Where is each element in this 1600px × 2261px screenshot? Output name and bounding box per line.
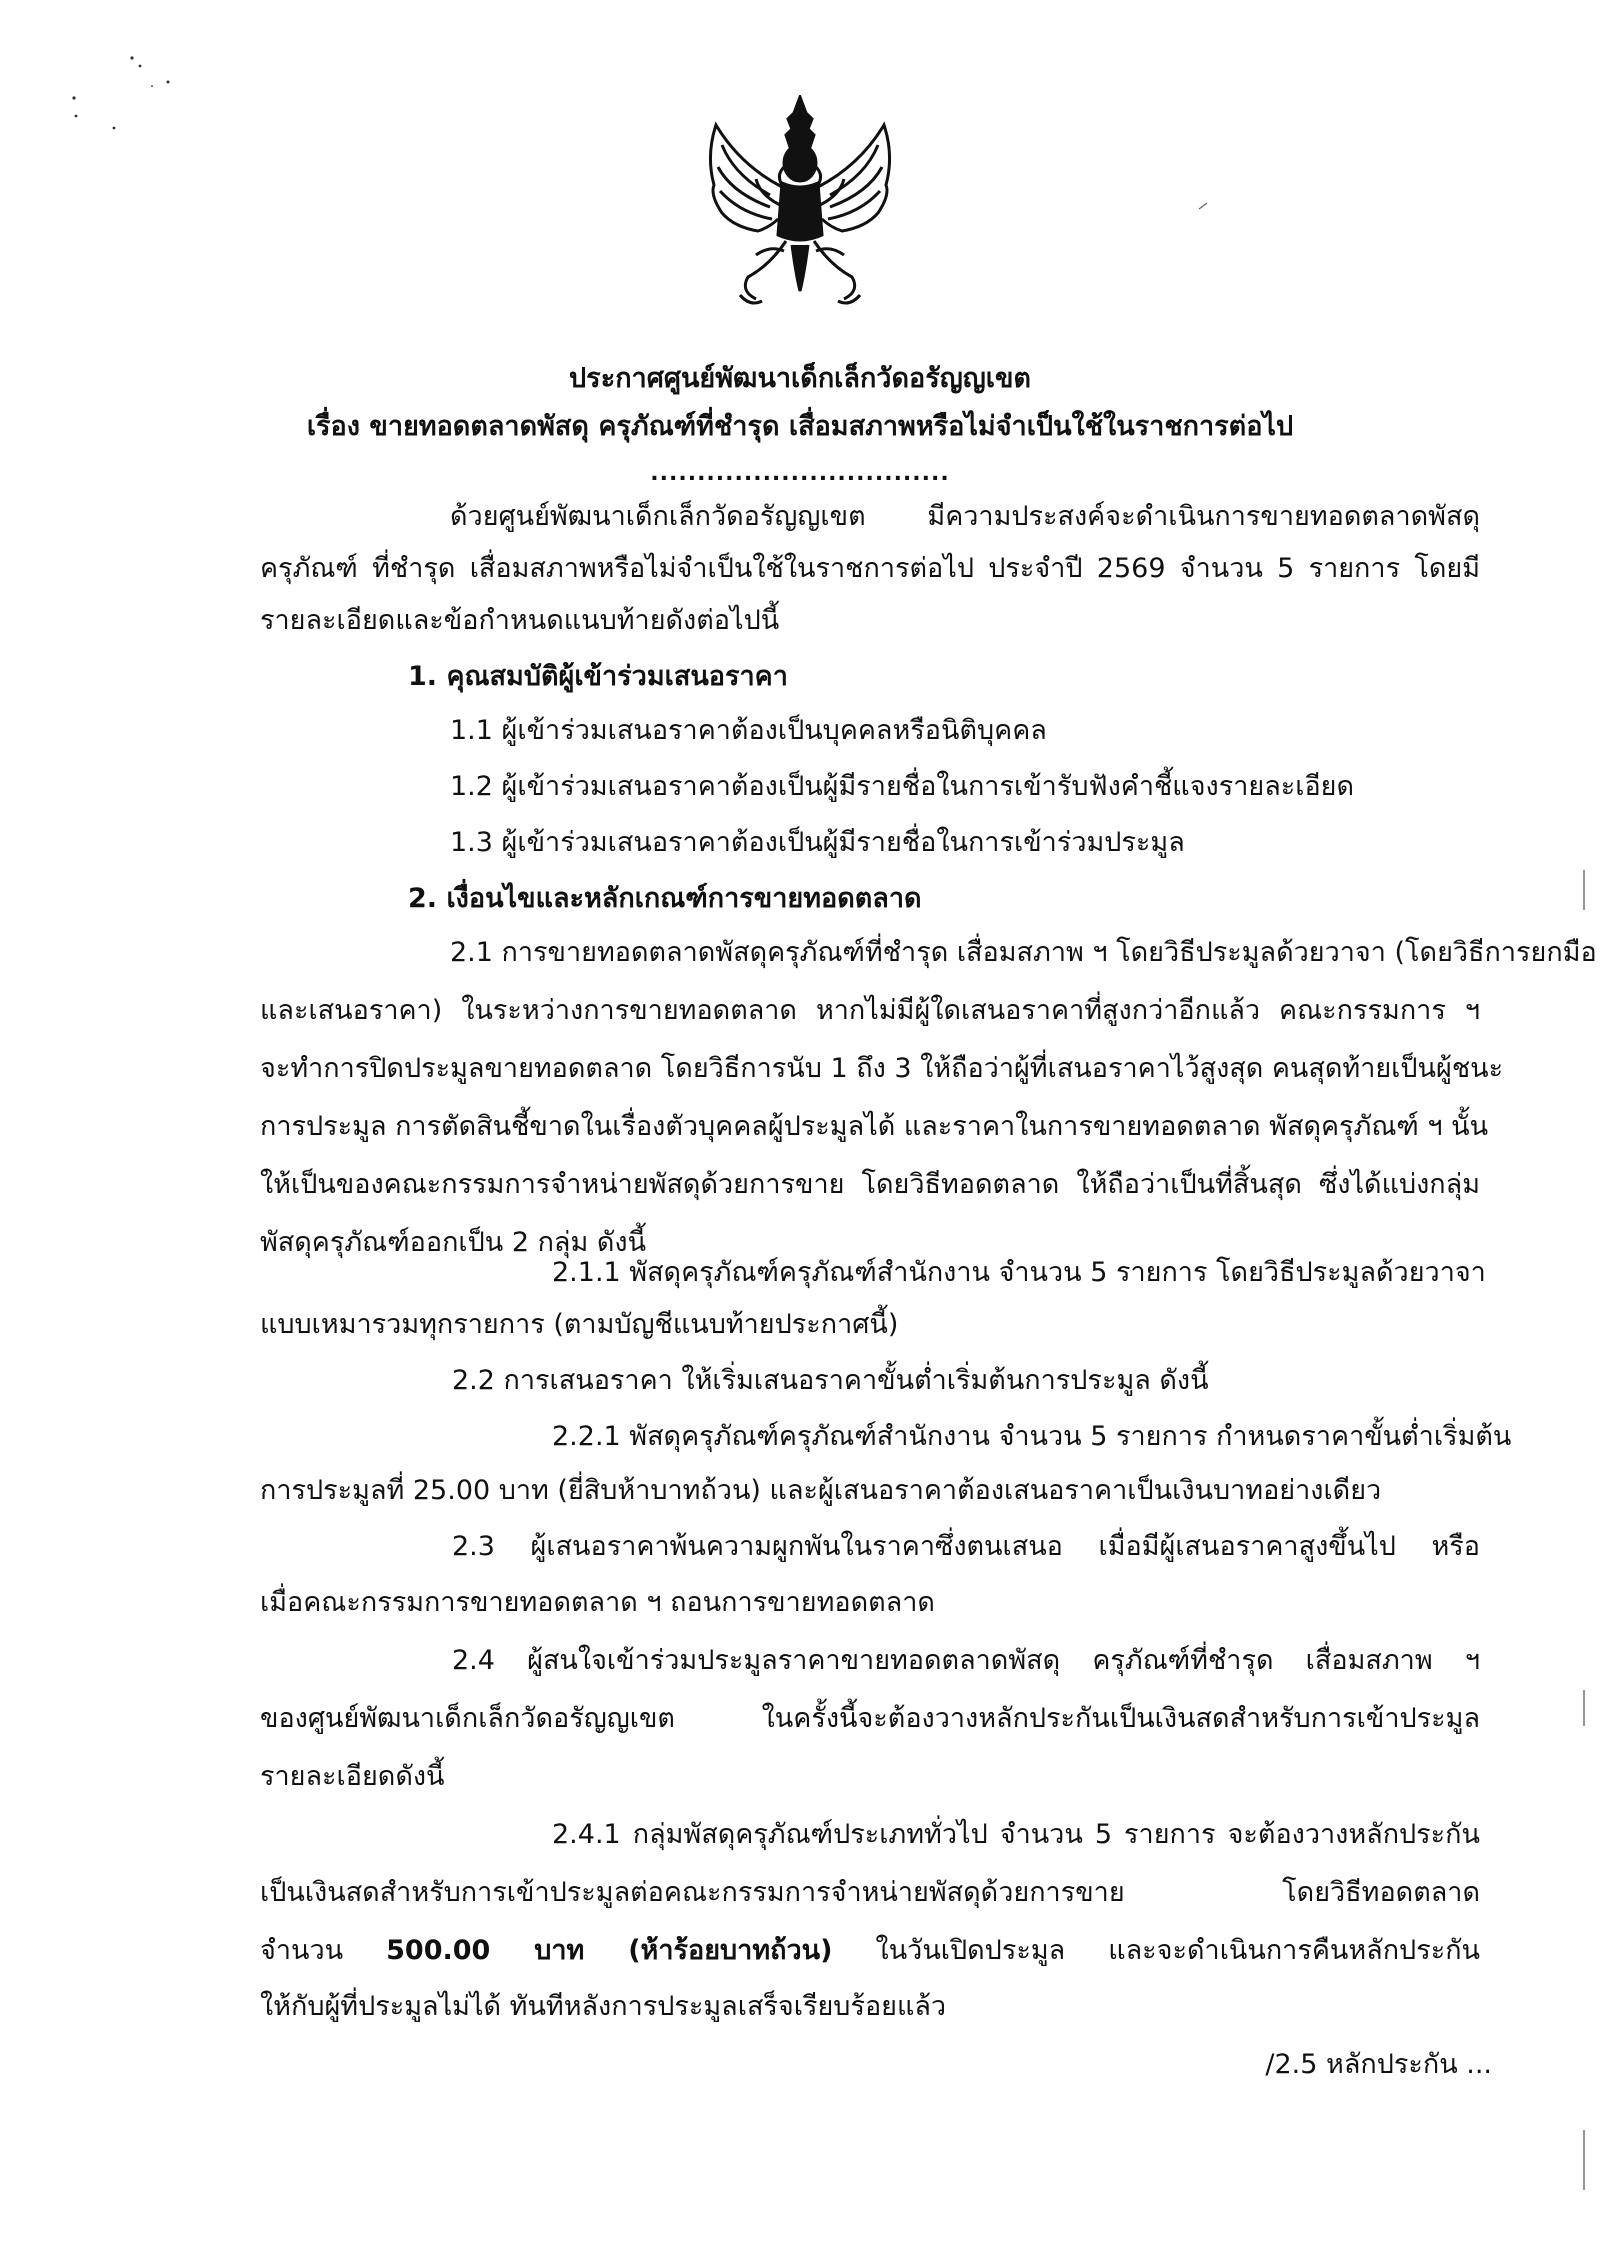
paragraph-line: 2.3 ผู้เสนอราคาพ้นความผูกพันในราคาซึ่งตนเสนอ เมื่อมีผู้เสนอราคาสูงขึ้นไป หรือ xyxy=(452,1531,1480,1562)
scan-speck xyxy=(1195,195,1215,215)
intro-line: ครุภัณฑ์ ที่ชำรุด เสื่อมสภาพหรือไม่จำเป็นใช้ในราชการต่อไป ประจำปี 2569 จำนวน 5 รายการ โดยมี xyxy=(260,553,1480,584)
amount-suffix: ในวันเปิดประมูล และจะดำเนินการคืนหลักประกัน xyxy=(875,1935,1481,1966)
scan-edge-mark xyxy=(1583,2130,1585,2190)
paragraph-line: 2.1 การขายทอดตลาดพัสดุครุภัณฑ์ที่ชำรุด เสื่อมสภาพ ฯ โดยวิธีประมูลด้วยวาจา (โดยวิธีการยกมือ xyxy=(450,937,1597,968)
intro-line: ด้วยศูนย์พัฒนาเด็กเล็กวัดอรัญญเขต มีความประสงค์จะดำเนินการขายทอดตลาดพัสดุ xyxy=(450,501,1480,532)
scan-specks xyxy=(40,40,180,150)
paragraph-line: รายละเอียดดังนี้ xyxy=(260,1761,445,1792)
intro-line: รายละเอียดและข้อกำหนดแนบท้ายดังต่อไปนี้ xyxy=(260,605,780,636)
title-separator: ................................ xyxy=(650,461,950,486)
document-title: ประกาศศูนย์พัฒนาเด็กเล็กวัดอรัญญเขต xyxy=(569,363,1031,394)
section-heading: 1. คุณสมบัติผู้เข้าร่วมเสนอราคา xyxy=(408,661,788,692)
guarantee-amount: 500.00 บาท (ห้าร้อยบาทถ้วน) xyxy=(386,1935,833,1966)
list-item: 1.3 ผู้เข้าร่วมเสนอราคาต้องเป็นผู้มีรายชื่อในการเข้าร่วมประมูล xyxy=(450,827,1185,858)
paragraph-line: ของศูนย์พัฒนาเด็กเล็กวัดอรัญญเขต ในครั้งนี้จะต้องวางหลักประกันเป็นเงินสดสำหรับการเข้าประมูล xyxy=(260,1703,1480,1734)
paragraph-line: จะทำการปิดประมูลขายทอดตลาด โดยวิธีการนับ 1 ถึง 3 ให้ถือว่าผู้ที่เสนอราคาไว้สูงสุด คนสุดท้ายเป็นผู้ชนะ xyxy=(260,1053,1504,1084)
list-item: 1.2 ผู้เข้าร่วมเสนอราคาต้องเป็นผู้มีรายชื่อในการเข้ารับฟังคำชี้แจงรายละเอียด xyxy=(450,771,1355,802)
paragraph-line: 2.4.1 กลุ่มพัสดุครุภัณฑ์ประเภททั่วไป จำนวน 5 รายการ จะต้องวางหลักประกัน xyxy=(552,1819,1480,1850)
document-subject: เรื่อง ขายทอดตลาดพัสดุ ครุภัณฑ์ที่ชำรุด เสื่อมสภาพหรือไม่จำเป็นใช้ในราชการต่อไป xyxy=(306,411,1294,442)
garuda-emblem-icon xyxy=(700,95,900,310)
scan-edge-mark xyxy=(1583,1690,1585,1726)
paragraph-line: 2.1.1 พัสดุครุภัณฑ์ครุภัณฑ์สำนักงาน จำนวน 5 รายการ โดยวิธีประมูลด้วยวาจา xyxy=(552,1257,1486,1288)
amount-prefix: จำนวน xyxy=(260,1935,344,1966)
paragraph-line: พัสดุครุภัณฑ์ออกเป็น 2 กลุ่ม ดังนี้ xyxy=(260,1227,647,1258)
paragraph-line: แบบเหมารวมทุกรายการ (ตามบัญชีแนบท้ายประกาศนี้) xyxy=(260,1309,899,1340)
paragraph-line: การประมูล การตัดสินชี้ขาดในเรื่องตัวบุคคลผู้ประมูลได้ และราคาในการขายทอดตลาด พัสดุครุภัณฑ์ ฯ นั้น xyxy=(260,1111,1489,1142)
paragraph-line: ให้กับผู้ที่ประมูลไม่ได้ ทันทีหลังการประมูลเสร็จเรียบร้อยแล้ว xyxy=(260,1991,947,2022)
list-item: 1.1 ผู้เข้าร่วมเสนอราคาต้องเป็นบุคคลหรือนิติบุคคล xyxy=(450,715,1047,746)
paragraph-line: และเสนอราคา) ในระหว่างการขายทอดตลาด หากไม่มีผู้ใดเสนอราคาที่สูงกว่าอีกแล้ว คณะกรรมการ ฯ xyxy=(260,995,1480,1026)
paragraph-line: 2.2.1 พัสดุครุภัณฑ์ครุภัณฑ์สำนักงาน จำนวน 5 รายการ กำหนดราคาขั้นต่ำเริ่มต้น xyxy=(552,1421,1512,1452)
paragraph-line: การประมูลที่ 25.00 บาท (ยี่สิบห้าบาทถ้วน) และผู้เสนอราคาต้องเสนอราคาเป็นเงินบาทอย่างเดียว xyxy=(260,1475,1382,1506)
section-heading: 2. เงื่อนไขและหลักเกณฑ์การขายทอดตลาด xyxy=(408,883,922,914)
paragraph-line: 2.2 การเสนอราคา ให้เริ่มเสนอราคาขั้นต่ำเริ่มต้นการประมูล ดังนี้ xyxy=(452,1365,1209,1396)
scan-edge-mark xyxy=(1583,870,1585,910)
continuation-note: /2.5 หลักประกัน ... xyxy=(1265,2049,1492,2080)
paragraph-line: ให้เป็นของคณะกรรมการจำหน่ายพัสดุด้วยการขาย โดยวิธีทอดตลาด ให้ถือว่าเป็นที่สิ้นสุด ซึ่งได้แบ่งกลุ่ม xyxy=(260,1169,1480,1200)
paragraph-line: 2.4 ผู้สนใจเข้าร่วมประมูลราคาขายทอดตลาดพัสดุ ครุภัณฑ์ที่ชำรุด เสื่อมสภาพ ฯ xyxy=(452,1645,1480,1676)
paragraph-line xyxy=(260,1934,1480,1968)
paragraph-line: เป็นเงินสดสำหรับการเข้าประมูลต่อคณะกรรมการจำหน่ายพัสดุด้วยการขาย โดยวิธีทอดตลาด xyxy=(260,1877,1480,1908)
paragraph-line: เมื่อคณะกรรมการขายทอดตลาด ฯ ถอนการขายทอดตลาด xyxy=(260,1587,935,1618)
